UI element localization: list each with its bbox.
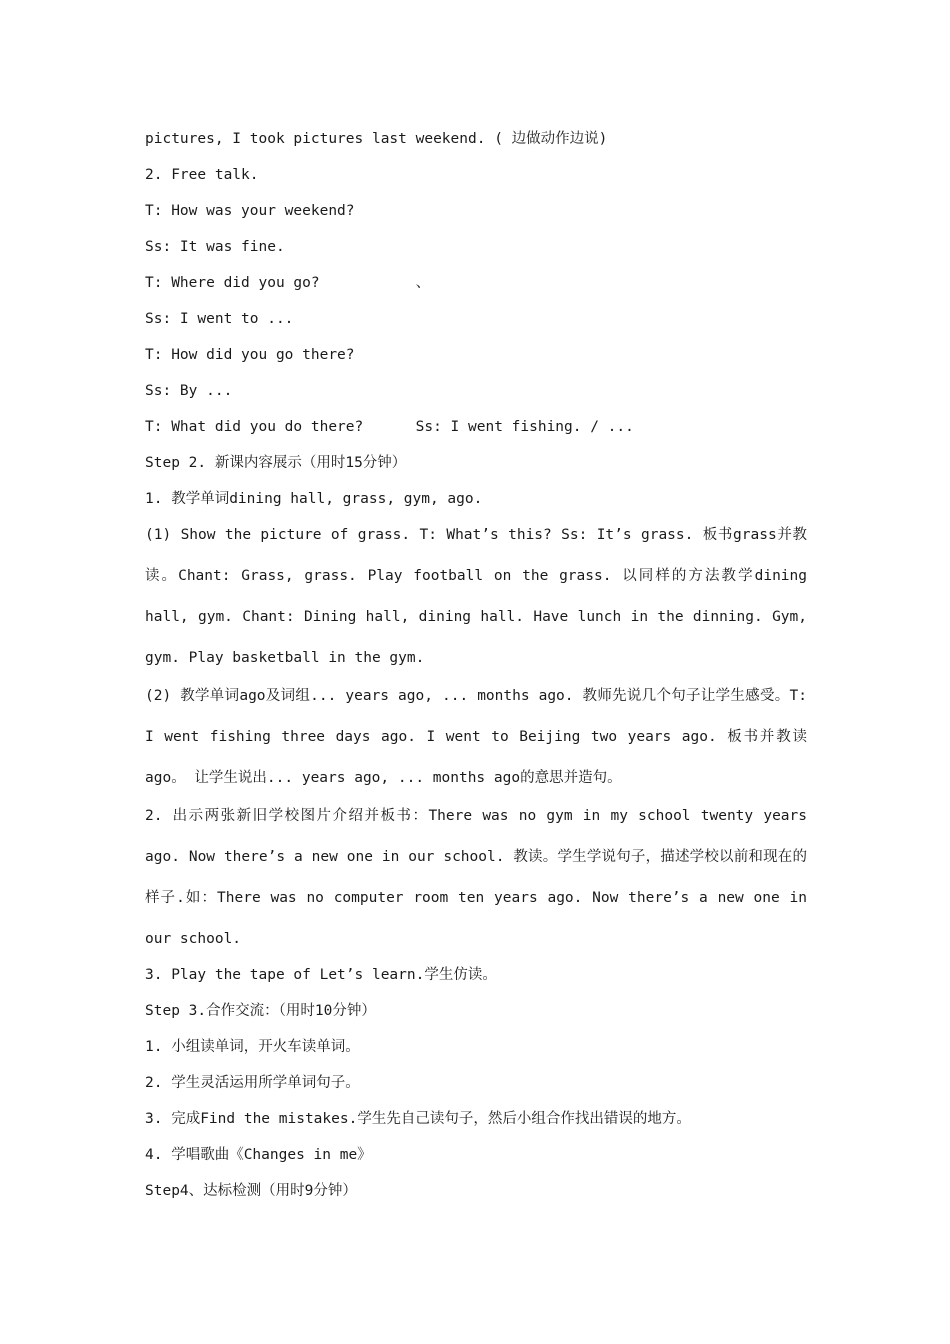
text-line: 3. Play the tape of Let’s learn.学生仿读。 <box>145 967 497 983</box>
text-line: pictures, I took pictures last weekend. ( 边做动作边说) <box>145 131 608 147</box>
text-line: 1. 教学单词dining hall, grass, gym, ago. <box>145 491 483 507</box>
text-line: Ss: I went to ... <box>145 311 294 327</box>
paragraph-ago: (2) 教学单词ago及词组... years ago, ... months ago. 教师先说几个句子让学生感受。T: I went fishing three days ago. I went to Beijing two years ago. 板书并教读ago。 让学生说出... years ago, ... months ago的意思并造句。 <box>145 688 807 786</box>
text-line: 2. Free talk. <box>145 167 259 183</box>
paragraph-grass: (1) Show the picture of grass. T: What’s this? Ss: It’s grass. 板书grass并教读。Chant: Grass, grass. Play football on the grass. 以同样的方法教学dining hall, gym. Chant: Dining hall, dining hall. Have lunch in the dinning. Gym, gym. Play basketball in the gym. <box>145 527 807 666</box>
section-heading: Step4、达标检测（用时9分钟） <box>145 1183 357 1199</box>
text-line: 1. 小组读单词，开火车读单词。 <box>145 1039 360 1055</box>
text-line: 3. 完成Find the mistakes.学生先自己读句子，然后小组合作找出错误的地方。 <box>145 1111 691 1127</box>
text-line: Ss: By ... <box>145 383 233 399</box>
text-line: T: How did you go there? <box>145 347 355 363</box>
section-heading: Step 2. 新课内容展示（用时15分钟） <box>145 455 407 471</box>
paragraph-school: 2. 出示两张新旧学校图片介绍并板书：There was no gym in my school twenty years ago. Now there’s a new one in our school. 教读。学生学说句子，描述学校以前和现在的样子.如：There was no computer room ten years ago. Now there’s a new one in our school. <box>145 808 807 947</box>
text-line: 4. 学唱歌曲《Changes in me》 <box>145 1147 372 1163</box>
text-line: Ss: It was fine. <box>145 239 285 255</box>
text-line: T: What did you do there? Ss: I went fishing. / ... <box>145 419 634 435</box>
section-heading: Step 3.合作交流：（用时10分钟） <box>145 1003 376 1019</box>
text-line: T: How was your weekend? <box>145 203 355 219</box>
text-line: T: Where did you go? 、 <box>145 275 431 291</box>
document-body <box>145 121 807 1209</box>
text-line: 2. 学生灵活运用所学单词句子。 <box>145 1075 360 1091</box>
